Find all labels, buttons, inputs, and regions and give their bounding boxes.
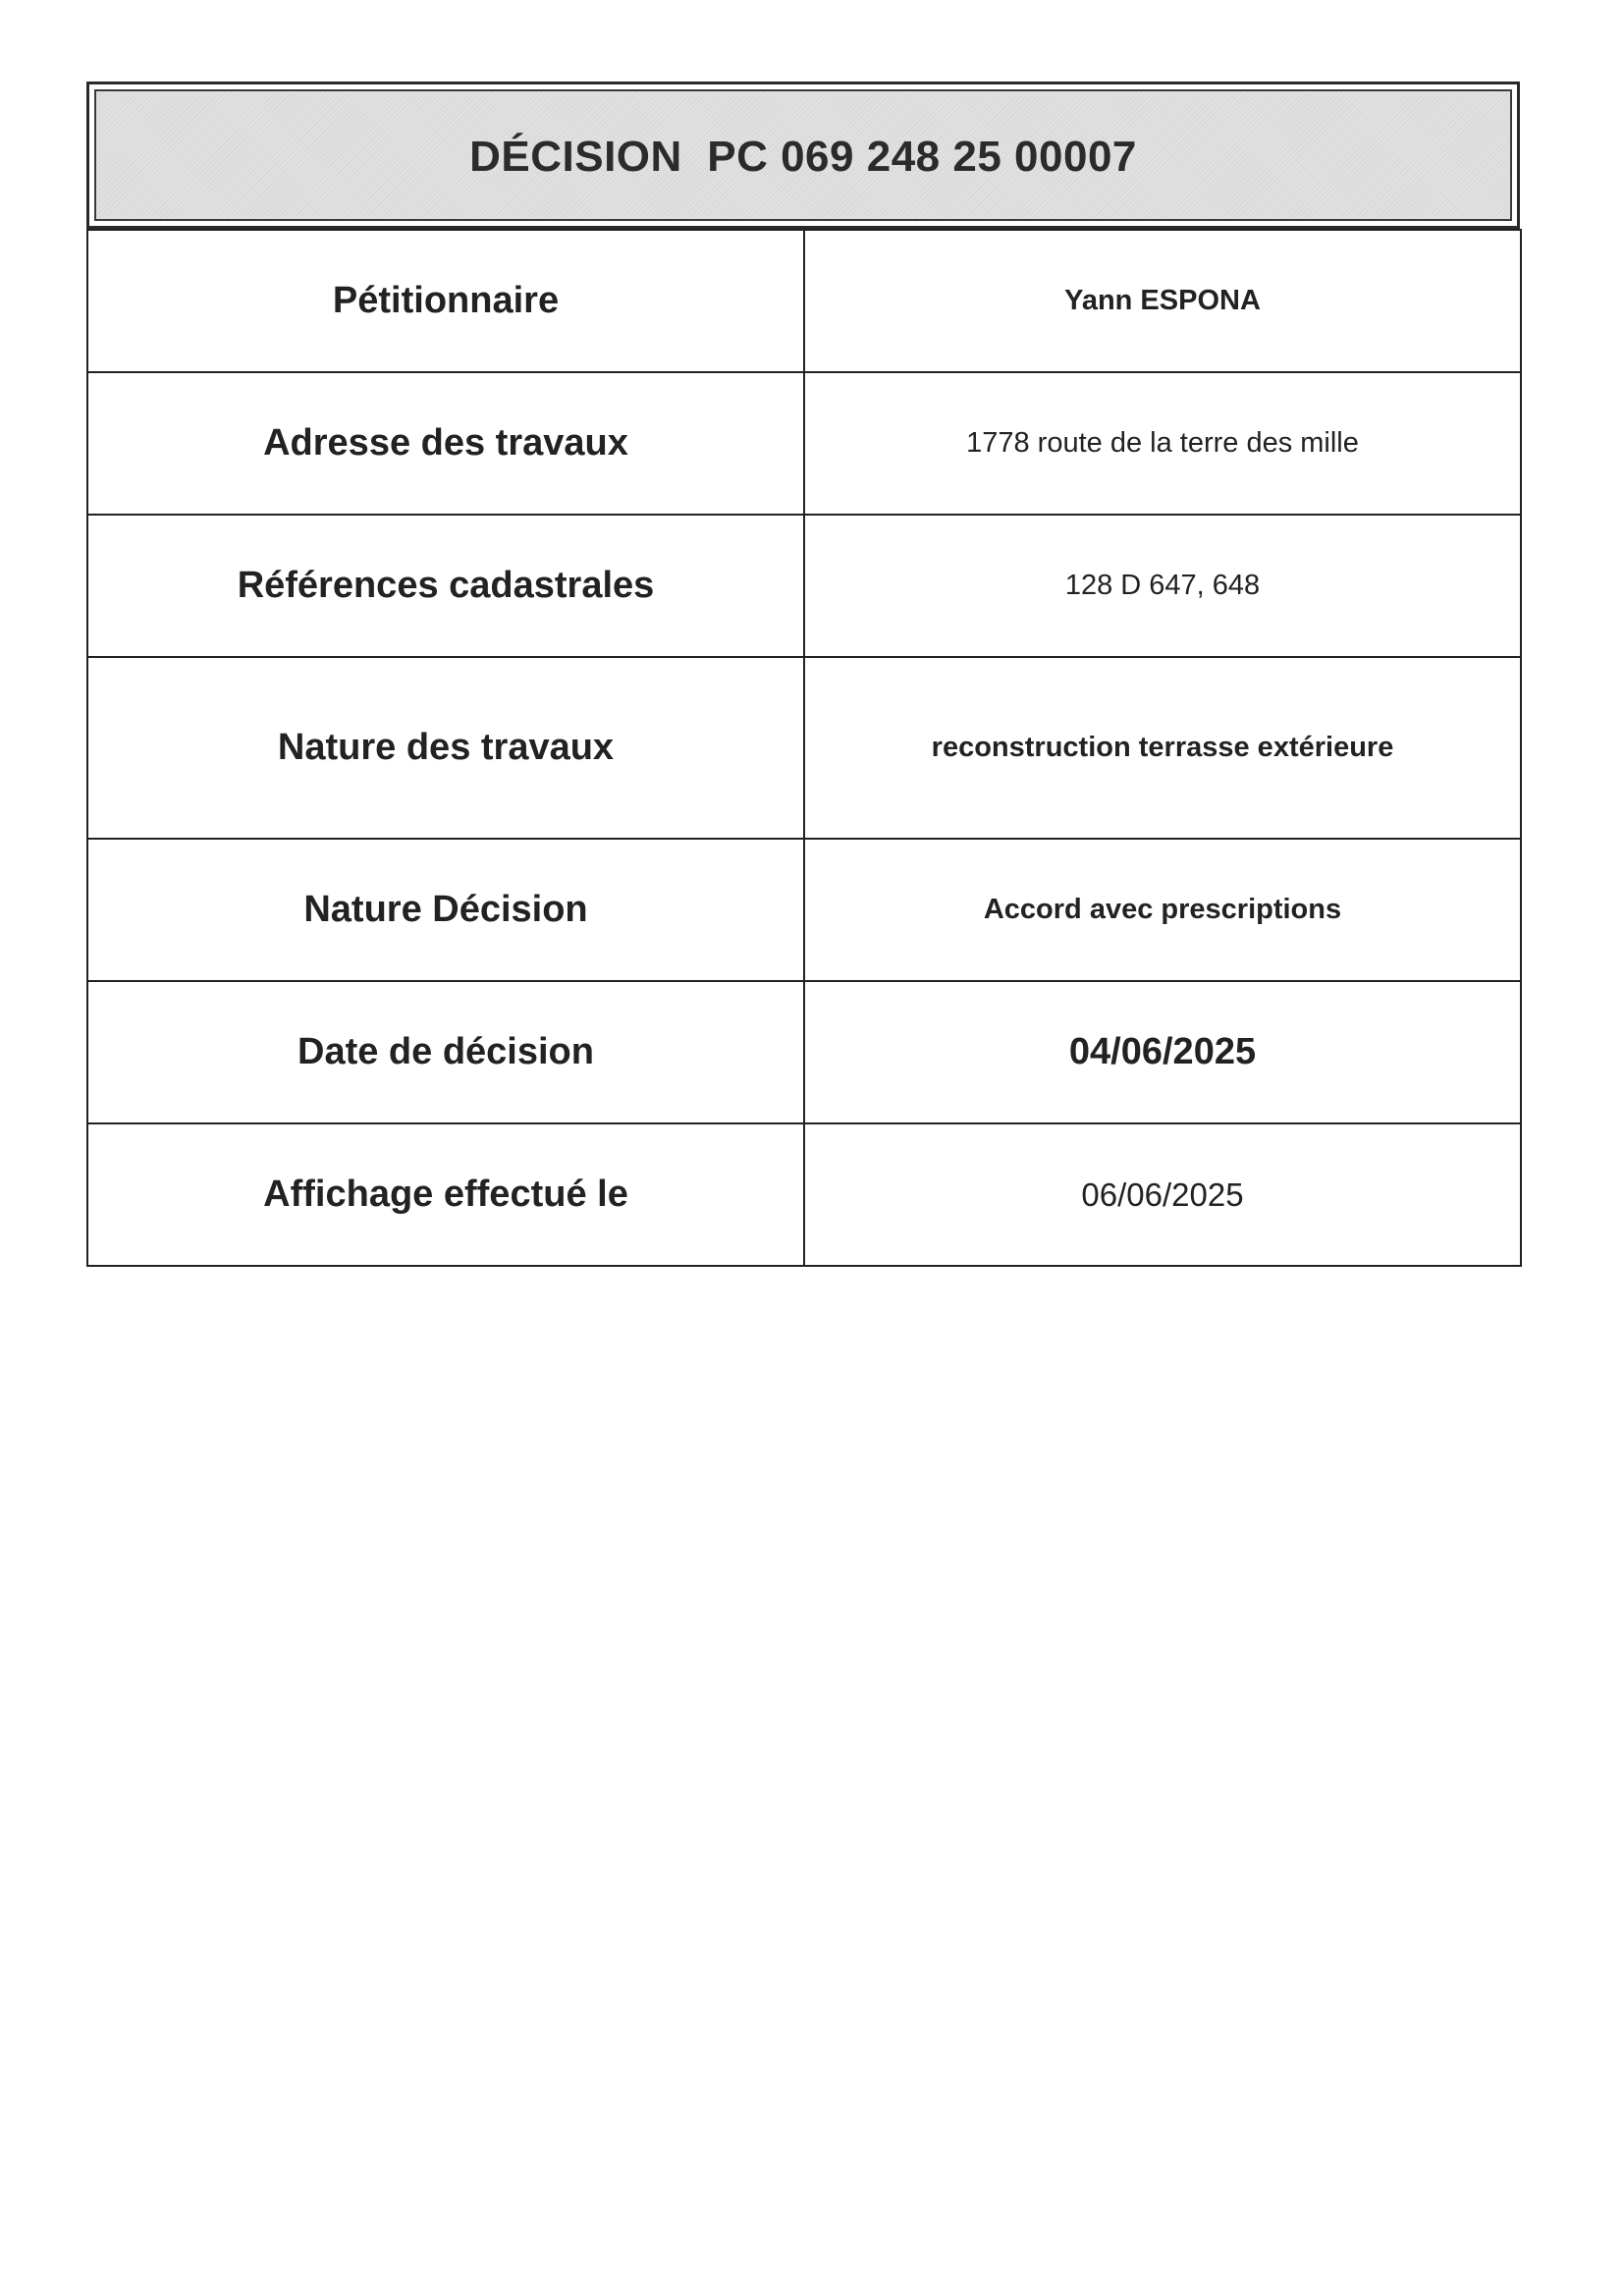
table-row-date-decision <box>87 981 1521 1123</box>
nature-travaux-label: Nature des travaux <box>87 657 804 839</box>
affichage-label: Affichage effectué le <box>87 1123 804 1266</box>
table-row-nature-travaux <box>87 657 1521 839</box>
nature-decision-value: Accord avec prescriptions <box>804 839 1521 981</box>
petitionnaire-value: Yann ESPONA <box>804 230 1521 372</box>
table-row-references <box>87 515 1521 657</box>
decision-info-table <box>86 229 1522 1267</box>
adresse-label: Adresse des travaux <box>87 372 804 515</box>
affichage-value: 06/06/2025 <box>804 1123 1521 1266</box>
decision-title: DÉCISION PC 069 248 25 00007 <box>469 133 1137 181</box>
nature-decision-label: Nature Décision <box>87 839 804 981</box>
table-row-affichage <box>87 1123 1521 1266</box>
adresse-value: 1778 route de la terre des mille <box>804 372 1521 515</box>
table-row-nature-decision <box>87 839 1521 981</box>
nature-travaux-value: reconstruction terrasse extérieure <box>804 657 1521 839</box>
petitionnaire-label: Pétitionnaire <box>87 230 804 372</box>
title-banner <box>94 89 1512 221</box>
references-label: Références cadastrales <box>87 515 804 657</box>
date-decision-label: Date de décision <box>87 981 804 1123</box>
date-decision-value: 04/06/2025 <box>804 981 1521 1123</box>
references-value: 128 D 647, 648 <box>804 515 1521 657</box>
table-row-adresse <box>87 372 1521 515</box>
title-frame <box>86 82 1520 229</box>
table-row-petitionnaire <box>87 230 1521 372</box>
